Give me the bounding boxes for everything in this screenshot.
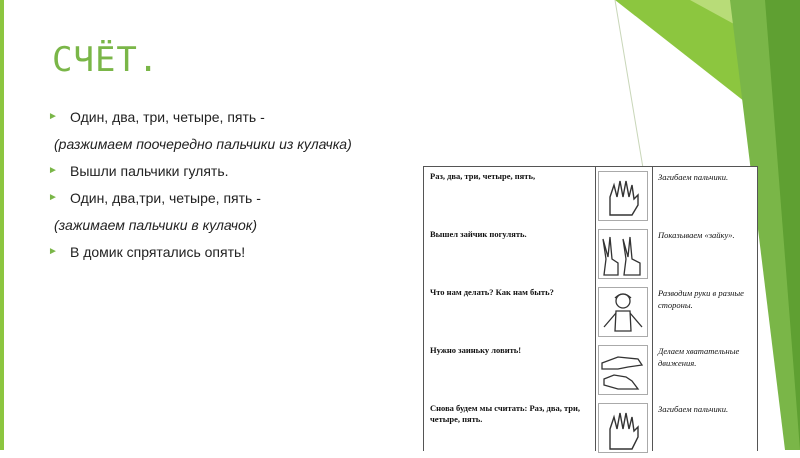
table-row [424,225,757,283]
rhyme-line: Раз, два, три, четыре, пять, [430,171,536,181]
bunny-hands-icon [598,229,648,279]
bullet-item [46,189,406,216]
gesture-description: Делаем хватательные движения. [658,346,740,368]
table-row [424,341,757,399]
gesture-description: Показываем «зайку». [658,230,735,240]
rhyme-line: Что нам делать? Как нам быть? [430,287,554,297]
triangle-arrow-icon: ► [48,111,58,122]
bullet-list [46,108,406,270]
bullet-note-text: (зажимаем пальчики в кулачок) [54,217,258,233]
triangle-arrow-icon: ► [48,246,58,257]
slide-title: СЧЁТ. [52,40,160,80]
rhyme-line: Вышел зайчик погулять. [430,229,527,239]
rhyme-line: Нужно заиньку ловить! [430,345,522,355]
bullet-text: Вышли пальчики гулять. [70,163,229,179]
bullet-text: Один, два, три, четыре, пять - [70,109,265,125]
rhyme-line: Снова будем мы считать: Раз, два, три, четыре, пять. [430,403,580,424]
triangle-arrow-icon: ► [48,192,58,203]
triangle-arrow-icon: ► [48,165,58,176]
gesture-description: Разводим руки в разные стороны. [658,288,744,310]
bullet-text: В домик спрятались опять! [70,244,246,260]
rhyme-table-image [423,166,758,451]
gesture-description: Загибаем пальчики. [658,404,729,414]
table-row [424,283,757,341]
gesture-description: Загибаем пальчики. [658,172,729,182]
bullet-item [46,243,406,270]
hand-fingers-icon [598,403,648,453]
bullet-note-text: (разжимаем поочередно пальчики из кулачка) [54,136,352,152]
hand-fingers-icon [598,171,648,221]
table-row [424,167,757,225]
bullet-note [46,135,406,162]
child-spreading-arms-icon [598,287,648,337]
bullet-item [46,108,406,135]
bullet-text: Один, два,три, четыре, пять - [70,190,261,206]
bullet-item [46,162,406,189]
table-row [424,399,757,457]
bullet-note [46,216,406,243]
grabbing-hands-icon [598,345,648,395]
